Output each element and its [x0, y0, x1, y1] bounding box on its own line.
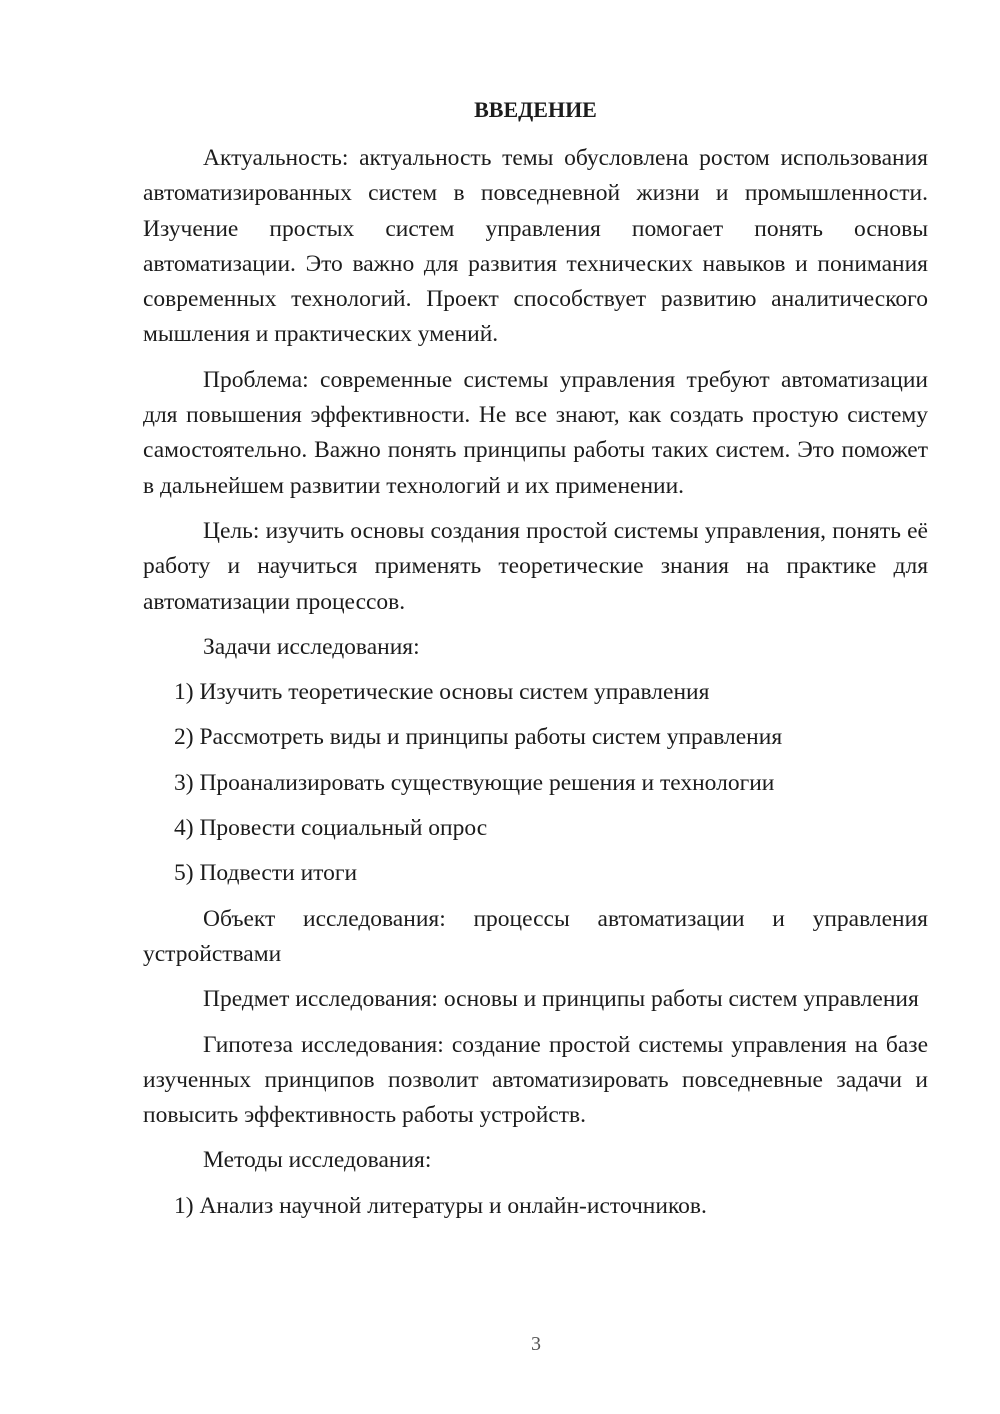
- task-item: 4) Провести социальный опрос: [174, 815, 488, 842]
- goal-paragraph: Цель: изучить основы создания простой системы управления, понять её работу и научиться применять теоретические знания на практике для автоматизации процессов.: [143, 517, 928, 615]
- task-item: 1) Изучить теоретические основы систем управления: [174, 679, 710, 706]
- page-title: ВВЕДЕНИЕ: [474, 97, 597, 122]
- relevance-paragraph: Актуальность: актуальность темы обусловлена ростом использования автоматизированных систем в повседневной жизни и промышленности. Изучение простых систем управления помогает понять основы автоматизации. Это важно для развития технических навыков и понимания современных технологий. Проект способствует развитию аналитического мышления и практических умений.: [143, 145, 928, 348]
- object-paragraph: Объект исследования: процессы автоматизации и управления устройствами: [143, 905, 928, 967]
- methods-list: [143, 1189, 928, 1224]
- problem-paragraph: Проблема: современные системы управления требуют автоматизации для повышения эффективности. Не все знают, как создать простую систему самостоятельно. Важно понять принципы работы таких систем. Это поможет в дальнейшем развитии технологий и их применении.: [143, 366, 928, 499]
- page-content: [143, 95, 928, 1234]
- hypothesis-paragraph: Гипотеза исследования: создание простой системы управления на базе изученных принципов позволит автоматизировать повседневные задачи и повысить эффективность работы устройств.: [143, 1031, 928, 1129]
- task-item: 3) Проанализировать существующие решения и технологии: [174, 769, 775, 796]
- task-item: 5) Подвести итоги: [174, 860, 358, 887]
- task-item: 2) Рассмотреть виды и принципы работы систем управления: [174, 724, 783, 751]
- tasks-list: [143, 675, 928, 891]
- methods-heading: Методы исследования:: [203, 1147, 432, 1174]
- subject-paragraph: Предмет исследования: основы и принципы работы систем управления: [203, 986, 919, 1013]
- method-item: 1) Анализ научной литературы и онлайн-источников.: [174, 1192, 707, 1219]
- tasks-heading: Задачи исследования:: [203, 633, 420, 660]
- page-number: 3: [531, 1333, 541, 1355]
